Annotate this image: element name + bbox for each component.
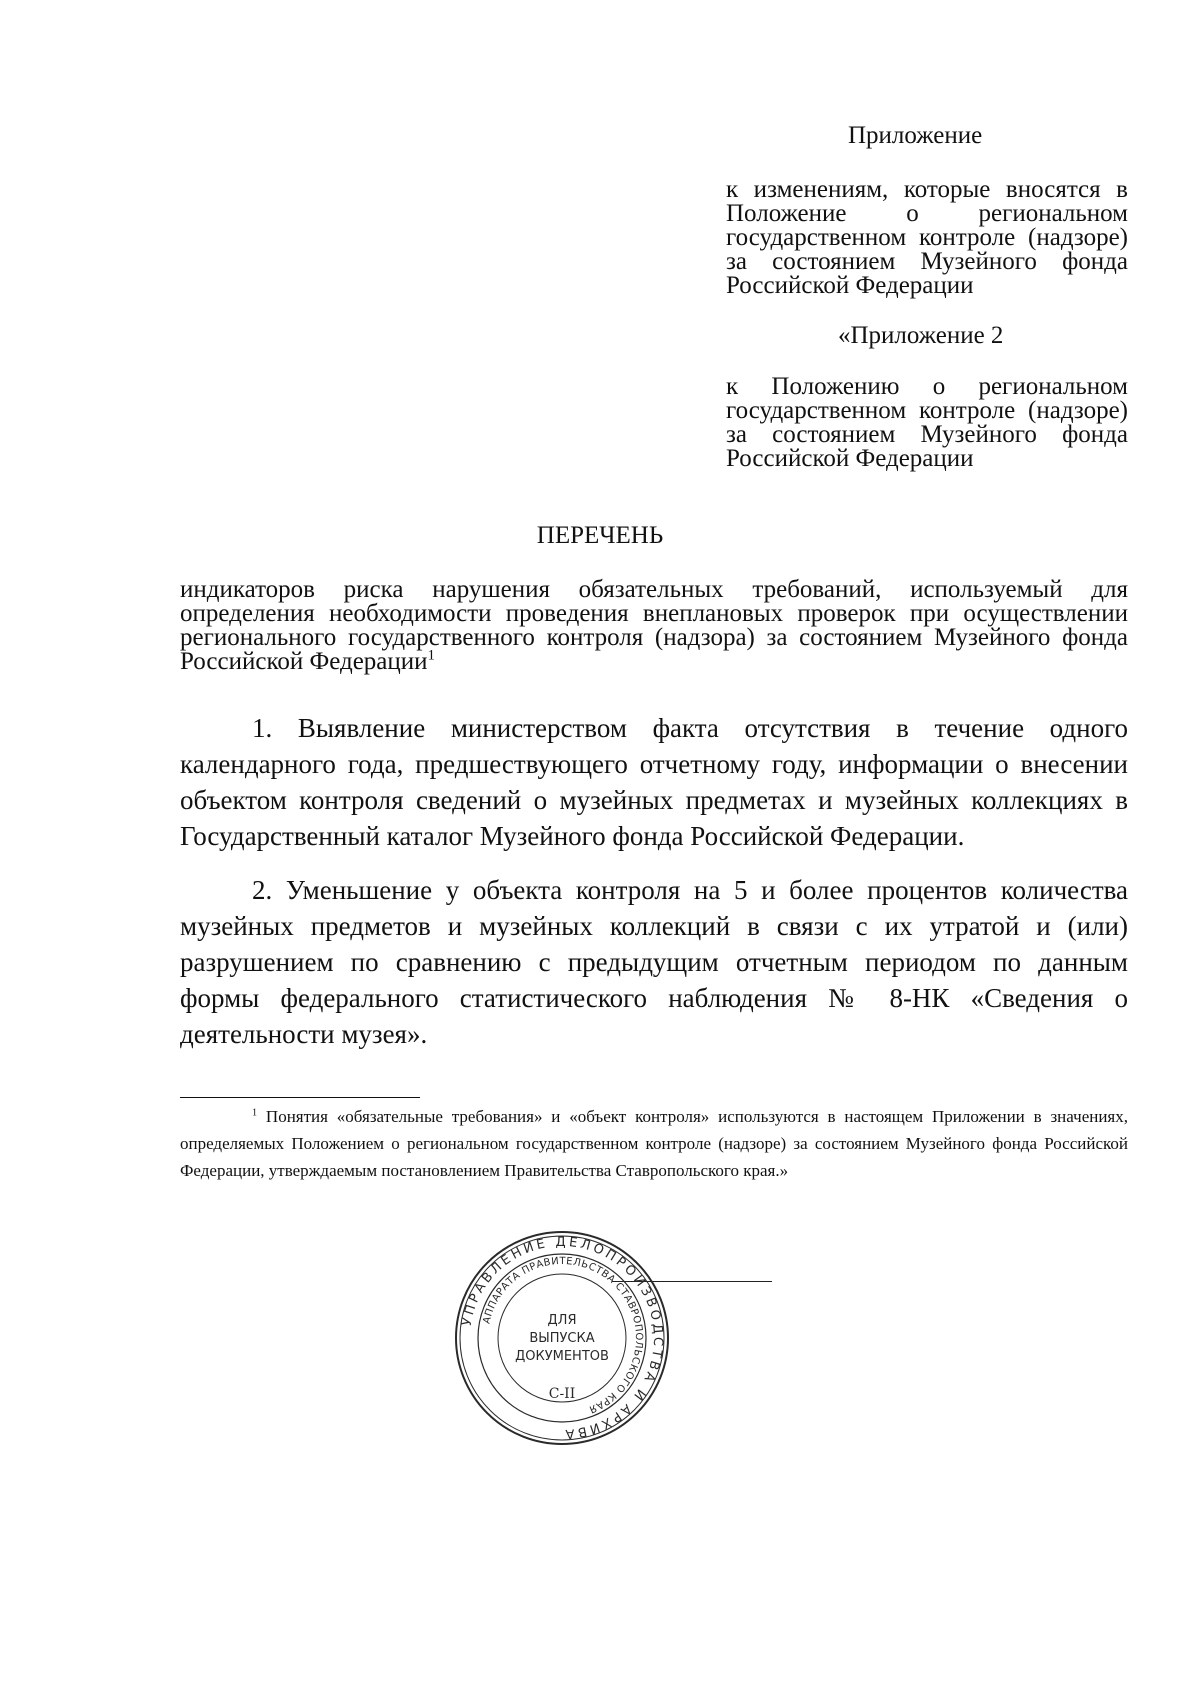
- footnote-reference-mark: 1: [427, 647, 436, 664]
- risk-indicator-1: 1. Выявление министерством факта отсутствия в течение одного календарного года, предшествующего отчетному году, информации о внесении объектом контроля сведений о музейных предметах и музейных коллекциях в Государственный каталог Музейного фонда Российской Федерации.: [180, 713, 1128, 851]
- stamp-center-line1: ДЛЯ: [547, 1313, 577, 1328]
- footnote-mark: 1: [252, 1107, 258, 1119]
- stamp-outer-text: УПРАВЛЕНИЕ ДЕЛОПРОИЗВОДСТВА И АРХИВА: [459, 1234, 666, 1442]
- stamp-center-line3: ДОКУМЕНТОВ: [515, 1349, 609, 1364]
- stamp-inner-text: АППАРАТА ПРАВИТЕЛЬСТВА СТАВРОПОЛЬСКОГО КРАЯ: [481, 1255, 645, 1415]
- appendix-title: Приложение: [848, 122, 983, 149]
- footnote-separator: [180, 1097, 420, 1098]
- risk-indicator-2: 2. Уменьшение у объекта контроля на 5 и более процентов количества музейных предметов и музейных коллекций в связи с их утратой и (или) разрушением по сравнению с предыдущим отчетным периодом по данным формы федерального статистического наблюдения № 8-НК «Сведения о деятельности музея».: [180, 875, 1128, 1049]
- list-heading: ПЕРЕЧЕНЬ: [536, 522, 664, 549]
- official-stamp: [452, 1228, 672, 1448]
- stamp-center-line2: ВЫПУСКА: [529, 1331, 595, 1346]
- footnote-text: Понятия «обязательные требования» и «объект контроля» используются в настоящем Приложении в значениях, определяемых Положением о региональном государственном контроле (надзоре) за состоянием Музейного фонда Российской Федерации, утверждаемым постановлением Правительства Ставропольского края.»: [180, 1107, 1128, 1180]
- list-subtitle: [180, 578, 1128, 674]
- appendix-2-reference: к Положению о региональном государственном контроле (надзоре) за состоянием Музейного фонда Российской Федерации: [726, 373, 1128, 472]
- footnote: [180, 1103, 1128, 1184]
- list-subtitle-text: индикаторов риска нарушения обязательных требований, используемый для определения необходимости проведения внеплановых проверок при осуществлении регионального государственного контроля (надзора) за состоянием Музейного фонда Российской Федерации: [180, 576, 1128, 675]
- appendix-2-title: «Приложение 2: [838, 322, 1004, 349]
- stamp-code: С-II: [548, 1386, 576, 1402]
- appendix-reference: к изменениям, которые вносятся в Положение о региональном государственном контроле (надзоре) за состоянием Музейного фонда Российской Федерации: [726, 176, 1128, 299]
